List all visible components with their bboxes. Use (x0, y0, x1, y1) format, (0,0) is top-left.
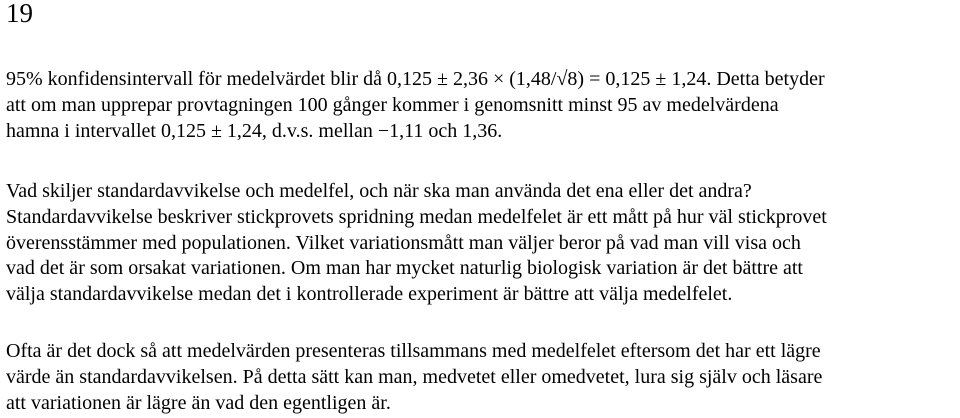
paragraph-standard-error-presentation: Ofta är det dock så att medelvärden presenteras tillsammans med medelfelet eftersom det har ett lägre värde än standardavvikelsen. På detta sätt kan man, medvetet eller omedvetet, lura sig själv och läsare att variationen är lägre än vad den egentligen är. (6, 340, 823, 414)
paragraph-confidence-interval: 95% konfidensintervall för medelvärdet blir då 0,125 ± 2,36 × (1,48/√8) = 0,125 ± 1,24. Detta betyder att om man upprepar provtagningen 100 gånger kommer i genomsnitt minst 95 av medelvärdena hamna i intervallet 0,125 ± 1,24, d.v.s. mellan −1,11 och 1,36. (6, 68, 825, 142)
page-number: 19 (6, 0, 33, 28)
paragraph-standard-deviation-vs-standard-error: Vad skiljer standardavvikelse och medelfel, och när ska man använda det ena eller det andra? Standardavvikelse beskriver stickprovets spridning medan medelfelet är ett mått på hur väl stickprovet överensstämmer med populationen. Vilket variationsmått man väljer beror på vad man vill visa och vad det är som orsakat variationen. Om man har mycket naturlig biologisk variation är det bättre att välja standardavvikelse medan det i kontrollerade experiment är bättre att välja medelfelet. (6, 180, 827, 306)
